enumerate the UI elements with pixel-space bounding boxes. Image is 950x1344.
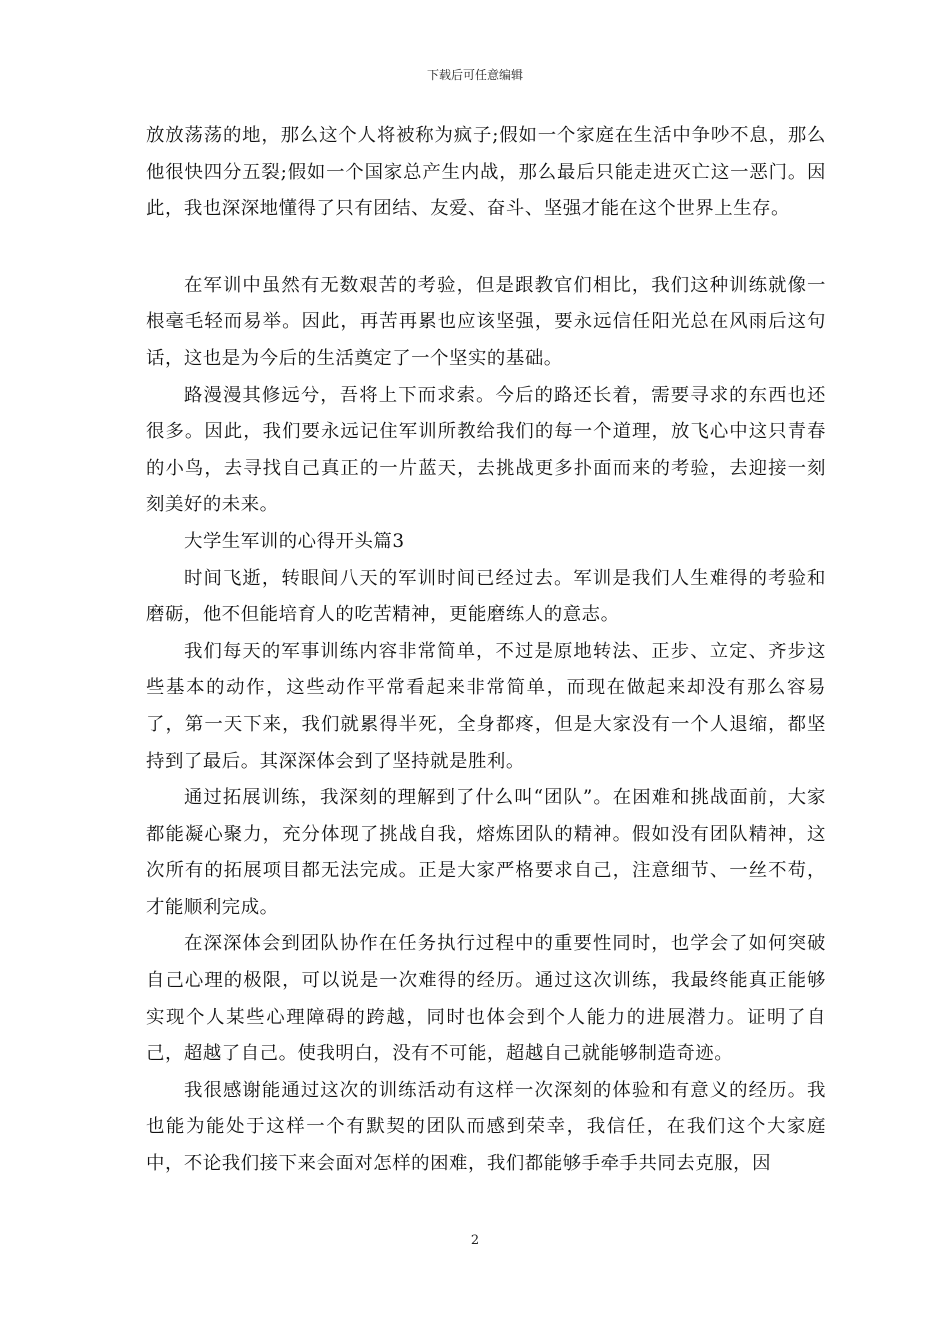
paragraph: 通过拓展训练，我深刻的理解到了什么叫“团队”。在困难和挑战面前，大家都能凝心聚力，充分体现了挑战自我，熔炼团队的精神。假如没有团队精神，这次所有的拓展项目都无法完成。正是大家严格要求自己，注意细节、一丝不苟，才能顺利完成。 [146,787,826,918]
document-body [146,118,826,1183]
page-header: 下载后可任意编辑 [426,68,523,82]
paragraph-continuation: 放放荡荡的地，那么这个人将被称为疯子;假如一个家庭在生活中争吵不息，那么他很快四分五裂;假如一个国家总产生内战，那么最后只能走进灭亡这一恶门。因此，我也深深地懂得了只有团结、友爱、奋斗、坚强才能在这个世界上生存。 [146,125,826,220]
section-heading: 大学生军训的心得开头篇3 [184,530,405,552]
paragraph: 路漫漫其修远兮，吾将上下而求索。今后的路还长着，需要寻求的东西也还很多。因此，我们要永远记住军训所教给我们的每一个道理，放飞心中这只青春的小鸟，去寻找自己真正的一片蓝天，去挑战更多扑面而来的考验，去迎接一刻刻美好的未来。 [146,384,826,516]
paragraph: 我们每天的军事训练内容非常简单，不过是原地转法、正步、立定、齐步这些基本的动作，这些动作平常看起来非常简单，而现在做起来却没有那么容易了，第一天下来，我们就累得半死，全身都疼，但是大家没有一个人退缩，都坚持到了最后。其深深体会到了坚持就是胜利。 [146,640,826,772]
paragraph: 时间飞逝，转眼间八天的军训时间已经过去。军训是我们人生难得的考验和磨砺，他不但能培育人的吃苦精神，更能磨练人的意志。 [146,567,826,626]
paragraph-gap [146,228,826,268]
paragraph: 在深深体会到团队协作在任务执行过程中的重要性同时，也学会了如何突破自己心理的极限，可以说是一次难得的经历。通过这次训练，我最终能真正能够实现个人某些心理障碍的跨越，同时也体会到个人能力的进展潜力。证明了自己，超越了自己。使我明白，没有不可能，超越自己就能够制造奇迹。 [146,933,826,1065]
page-number: 2 [470,1233,480,1248]
paragraph: 在军训中虽然有无数艰苦的考验，但是跟教官们相比，我们这种训练就像一根毫毛轻而易举。因此，再苦再累也应该坚强，要永远信任阳光总在风雨后这句话，这也是为今后的生活奠定了一个坚实的基础。 [146,274,826,369]
paragraph: 我很感谢能通过这次的训练活动有这样一次深刻的体验和有意义的经历。我也能为能处于这样一个有默契的团队而感到荣幸，我信任，在我们这个大家庭中，不论我们接下来会面对怎样的困难，我们都能够手牵手共同去克服，因 [146,1079,826,1175]
